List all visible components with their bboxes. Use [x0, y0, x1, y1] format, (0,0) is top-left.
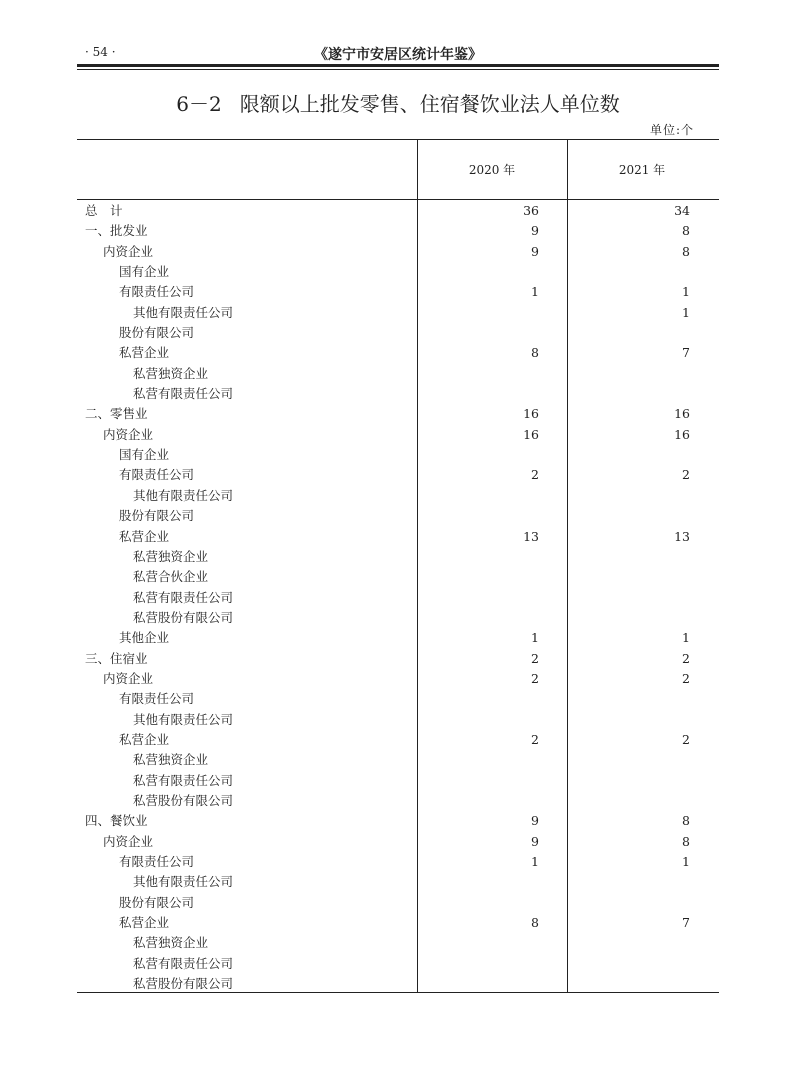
table-row — [77, 954, 719, 974]
book-title: 《遂宁市安居区统计年鉴》 — [314, 47, 482, 63]
value-2021: 13 — [674, 528, 690, 544]
value-2020: 36 — [523, 203, 539, 218]
row-label: 国有企业 — [119, 447, 170, 463]
value-2021: 1 — [682, 630, 690, 646]
row-label: 私营股份有限公司 — [133, 792, 234, 808]
table-row — [77, 323, 719, 343]
running-head — [77, 40, 719, 64]
table-row — [77, 445, 719, 465]
row-label: 私营企业 — [119, 731, 170, 747]
table-number: 6－2 — [176, 92, 222, 116]
row-label: 股份有限公司 — [119, 508, 195, 524]
table-row — [77, 303, 719, 323]
value-2021: 2 — [682, 650, 690, 666]
table-row — [77, 425, 719, 445]
row-label: 国有企业 — [119, 264, 170, 280]
table-row — [77, 404, 719, 424]
table-row — [77, 242, 719, 262]
row-label: 私营有限责任公司 — [133, 386, 234, 402]
value-2021: 1 — [682, 854, 690, 869]
row-label: 有限责任公司 — [119, 854, 195, 869]
table-row — [77, 465, 719, 485]
row-label: 有限责任公司 — [119, 467, 195, 483]
table-row — [77, 913, 719, 933]
value-2021: 8 — [682, 243, 690, 259]
table-row — [77, 771, 719, 791]
row-label: 内资企业 — [103, 243, 154, 259]
table-row — [77, 710, 719, 730]
row-label: 内资企业 — [103, 670, 154, 686]
value-2021: 16 — [674, 426, 690, 442]
header-rule-thick — [77, 64, 719, 67]
value-2020: 2 — [531, 467, 539, 483]
table-row — [77, 750, 719, 770]
row-label: 私营独资企业 — [133, 752, 209, 768]
value-2020: 8 — [531, 915, 539, 931]
row-label: 股份有限公司 — [119, 894, 195, 910]
value-2020: 1 — [531, 284, 539, 300]
row-label: 私营有限责任公司 — [133, 772, 234, 788]
row-label: 私营独资企业 — [133, 365, 209, 381]
data-table — [77, 139, 719, 992]
value-2020: 13 — [523, 528, 539, 544]
table-row — [77, 567, 719, 587]
value-2021: 2 — [682, 731, 690, 747]
value-2021: 2 — [682, 670, 690, 686]
row-label: 一、批发业 — [85, 223, 148, 239]
value-2020: 9 — [531, 223, 539, 239]
table-row — [77, 628, 719, 648]
unit-label: 单位:个 — [650, 123, 695, 137]
table-row — [77, 384, 719, 404]
value-2021: 34 — [674, 203, 690, 218]
value-2020: 2 — [531, 731, 539, 747]
value-2020: 9 — [531, 243, 539, 259]
column-header-2020: 2020 年 — [468, 163, 516, 177]
row-label: 其他有限责任公司 — [133, 711, 234, 727]
value-2020: 1 — [531, 854, 539, 869]
value-2020: 9 — [531, 833, 539, 849]
table-row — [77, 221, 719, 241]
row-label: 四、餐饮业 — [85, 813, 148, 829]
table-row — [77, 608, 719, 628]
table-row — [77, 364, 719, 384]
row-label: 有限责任公司 — [119, 691, 195, 707]
row-label: 私营独资企业 — [133, 548, 209, 564]
table-row — [77, 689, 719, 709]
row-label: 其他有限责任公司 — [133, 487, 234, 503]
row-label: 内资企业 — [103, 833, 154, 849]
value-2020: 16 — [523, 406, 539, 422]
table-row — [77, 588, 719, 608]
value-2020: 2 — [531, 650, 539, 666]
value-2020: 8 — [531, 345, 539, 361]
value-2021: 2 — [682, 467, 690, 483]
row-label: 私营合伙企业 — [133, 569, 209, 585]
table-header-rule — [77, 199, 719, 200]
table-title-text: 限额以上批发零售、住宿餐饮业法人单位数 — [239, 92, 620, 116]
value-2020: 16 — [523, 426, 539, 442]
row-label: 二、零售业 — [85, 406, 148, 422]
row-label: 总 计 — [85, 203, 123, 218]
table-row — [77, 933, 719, 953]
table-row — [77, 730, 719, 750]
table-row — [77, 343, 719, 363]
row-label: 私营独资企业 — [133, 935, 209, 951]
table-title — [77, 88, 719, 117]
value-2021: 7 — [682, 345, 690, 361]
table-row — [77, 811, 719, 831]
value-2020: 2 — [531, 670, 539, 686]
row-label: 其他企业 — [119, 630, 170, 646]
header-rule-thin — [77, 69, 719, 70]
row-label: 私营企业 — [119, 345, 170, 361]
row-label: 私营有限责任公司 — [133, 955, 234, 971]
row-label: 私营股份有限公司 — [133, 976, 234, 992]
value-2021: 1 — [682, 304, 690, 320]
table-row — [77, 262, 719, 282]
table-body — [77, 201, 719, 994]
row-label: 私营企业 — [119, 915, 170, 931]
row-label: 私营企业 — [119, 528, 170, 544]
value-2020: 9 — [531, 813, 539, 829]
row-label: 三、住宿业 — [85, 650, 148, 666]
value-2020: 1 — [531, 630, 539, 646]
row-label: 私营股份有限公司 — [133, 609, 234, 625]
row-label: 其他有限责任公司 — [133, 874, 234, 890]
value-2021: 16 — [674, 406, 690, 422]
page-number: · 54 · — [85, 45, 116, 59]
column-header-2021: 2021 年 — [618, 163, 666, 177]
table-row — [77, 852, 719, 872]
table-row — [77, 669, 719, 689]
table-row — [77, 506, 719, 526]
table-row — [77, 974, 719, 994]
table-row — [77, 547, 719, 567]
table-row — [77, 893, 719, 913]
table-row — [77, 527, 719, 547]
row-label: 有限责任公司 — [119, 284, 195, 300]
table-row — [77, 832, 719, 852]
table-row — [77, 791, 719, 811]
row-label: 其他有限责任公司 — [133, 304, 234, 320]
value-2021: 8 — [682, 813, 690, 829]
table-row — [77, 649, 719, 669]
table-row — [77, 282, 719, 302]
value-2021: 8 — [682, 833, 690, 849]
row-label: 股份有限公司 — [119, 325, 195, 341]
table-row — [77, 872, 719, 892]
value-2021: 7 — [682, 915, 690, 931]
table-top-rule — [77, 139, 719, 140]
value-2021: 8 — [682, 223, 690, 239]
row-label: 内资企业 — [103, 426, 154, 442]
row-label: 私营有限责任公司 — [133, 589, 234, 605]
table-row — [77, 486, 719, 506]
value-2021: 1 — [682, 284, 690, 300]
table-row — [77, 201, 719, 221]
